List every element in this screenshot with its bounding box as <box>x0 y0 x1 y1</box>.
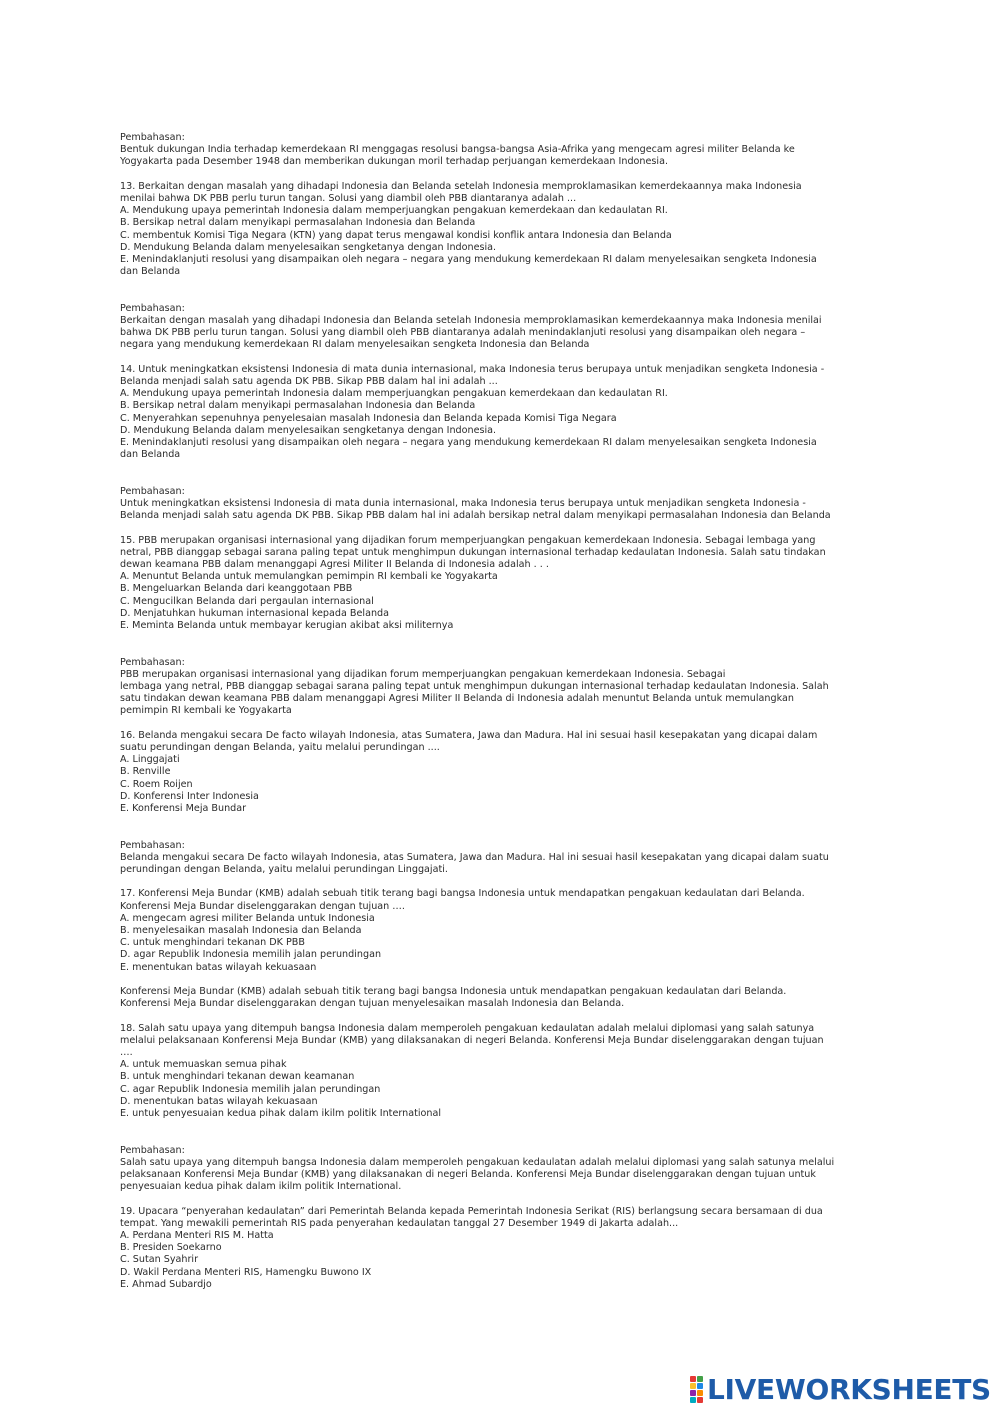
text-paragraph <box>120 1023 879 1121</box>
text-line: B. Presiden Soekarno <box>120 1242 222 1254</box>
logo-square <box>697 1376 703 1382</box>
text-paragraph <box>120 730 879 815</box>
text-line: Salah satu upaya yang ditempuh bangsa Indonesia dalam memperoleh pengakuan kedaulatan adalah melalui diplomasi yang salah satunya melalui <box>120 1156 835 1168</box>
text-paragraph <box>120 303 879 352</box>
text-line: Pembahasan: <box>120 132 185 143</box>
text-paragraph <box>120 1145 879 1194</box>
text-line: D. Menjatuhkan hukuman internasional kepada Belanda <box>120 607 389 619</box>
text-line: 14. Untuk meningkatkan eksistensi Indonesia di mata dunia internasional, maka Indonesia terus berupaya untuk menjadikan sengketa Indonesia - <box>120 363 825 375</box>
text-line: lembaga yang netral, PBB dianggap sebagai sarana paling tepat untuk menghimpun dukungan internasional terhadap kedaulatan Indonesia. Salah <box>120 681 829 693</box>
spacer <box>120 1120 879 1144</box>
text-line: Konferensi Meja Bundar diselenggarakan dengan tujuan menyelesaikan masalah Indonesia dan Belanda. <box>120 998 625 1010</box>
text-line: D. agar Republik Indonesia memilih jalan perundingan <box>120 949 382 961</box>
text-line: perundingan dengan Belanda, yaitu melalui perundingan Linggajati. <box>120 864 448 876</box>
logo-square <box>697 1397 703 1403</box>
liveworksheets-logo-icon <box>690 1376 703 1403</box>
text-line: 17. Konferensi Meja Bundar (KMB) adalah sebuah titik terang bagi bangsa Indonesia untuk mendapatkan pengakuan kedaulatan dari Belanda. <box>120 888 805 900</box>
text-line: netral, PBB dianggap sebagai sarana paling tepat untuk menghimpun dukungan internasional terhadap kedaulatan Indonesia. Salah satu tindakan <box>120 546 826 558</box>
text-line: C. Sutan Syahrir <box>120 1254 199 1266</box>
text-line: penyesuaian kedua pihak dalam ikilm politik International. <box>120 1181 402 1193</box>
text-line: satu tindakan dewan keamana PBB dalam menanggapi Agresi Militer II Belanda di Indonesia adalah menuntut Belanda untuk memulangkan <box>120 693 794 705</box>
logo-square <box>690 1390 696 1396</box>
text-line: Belanda mengakui secara De facto wilayah Indonesia, atas Sumatera, Jawa dan Madura. Hal ini sesuai hasil kesepakatan yang dicapai dalam suatu <box>120 851 829 863</box>
text-line: D. Mendukung Belanda dalam menyelesaikan sengketanya dengan Indonesia. <box>120 241 497 253</box>
text-paragraph <box>120 486 879 523</box>
text-line: menilai bahwa DK PBB perlu turun tangan. Solusi yang diambil oleh PBB diantaranya adalah ... <box>120 193 577 204</box>
text-line: A. Mendukung upaya pemerintah Indonesia dalam memperjuangkan pengakuan kemerdekaan dan kedaulatan RI. <box>120 205 668 217</box>
text-line: C. agar Republik Indonesia memilih jalan perundingan <box>120 1083 381 1095</box>
text-line: B. Bersikap netral dalam menyikapi permasalahan Indonesia dan Belanda <box>120 217 476 229</box>
text-line: Pembahasan: <box>120 839 185 851</box>
text-line: …. <box>120 1047 133 1059</box>
text-line: Pembahasan: <box>120 485 185 497</box>
text-line: Berkaitan dengan masalah yang dihadapi Indonesia dan Belanda setelah Indonesia memproklamasikan kemerdekaannya maka Indonesia menilai <box>120 315 822 327</box>
text-line: B. Bersikap netral dalam menyikapi permasalahan Indonesia dan Belanda <box>120 400 476 412</box>
text-line: D. Wakil Perdana Menteri RIS, Hamengku Buwono IX <box>120 1266 372 1278</box>
logo-square <box>690 1383 696 1389</box>
text-line: dan Belanda <box>120 266 181 278</box>
text-line: 18. Salah satu upaya yang ditempuh bangsa Indonesia dalam memperoleh pengakuan kedaulatan adalah melalui diplomasi yang salah satunya <box>120 1022 815 1034</box>
text-line: E. Ahmad Subardjo <box>120 1278 212 1290</box>
liveworksheets-footer <box>690 1374 990 1404</box>
text-line: D. Konferensi Inter Indonesia <box>120 790 259 802</box>
text-line: A. Perdana Menteri RIS M. Hatta <box>120 1230 274 1242</box>
text-paragraph <box>120 364 879 462</box>
spacer <box>120 461 879 485</box>
worksheet-content <box>120 132 879 1291</box>
text-line: Konferensi Meja Bundar (KMB) adalah sebuah titik terang bagi bangsa Indonesia untuk mendapatkan pengakuan kedaulatan dari Belanda. <box>120 986 787 998</box>
text-line: PBB merupakan organisasi internasional yang dijadikan forum memperjuangkan pengakuan kemerdekaan Indonesia. Sebagai <box>120 668 726 680</box>
text-paragraph <box>120 181 879 279</box>
text-line: 19. Upacara “penyerahan kedaulatan” dari Pemerintah Belanda kepada Pemerintah Indonesia Serikat (RIS) berlangsung secara bersamaan di dua <box>120 1205 823 1217</box>
text-line: E. menentukan batas wilayah kekuasaan <box>120 961 317 973</box>
text-line: D. Mendukung Belanda dalam menyelesaikan sengketanya dengan Indonesia. <box>120 424 497 436</box>
text-line: A. untuk memuaskan semua pihak <box>120 1059 287 1071</box>
text-line: C. Menyerahkan sepenuhnya penyelesaian masalah Indonesia dan Belanda kepada Komisi Tiga Negara <box>120 412 617 424</box>
text-line: melalui pelaksanaan Konferensi Meja Bundar (KMB) yang dilaksanakan di negeri Belanda. Konferensi Meja Bundar diselenggarakan dengan tujuan <box>120 1034 824 1046</box>
text-paragraph <box>120 657 879 718</box>
text-line: Yogyakarta pada Desember 1948 dan memberikan dukungan moril terhadap perjuangan kemerdekaan Indonesia. <box>120 156 668 168</box>
text-line: Pembahasan: <box>120 656 185 668</box>
logo-square <box>697 1383 703 1389</box>
text-line: C. Mengucilkan Belanda dari pergaulan internasional <box>120 595 374 607</box>
text-line: dan Belanda <box>120 449 181 461</box>
logo-square <box>690 1397 696 1403</box>
spacer <box>120 352 879 364</box>
spacer <box>120 1193 879 1205</box>
text-line: B. untuk menghindari tekanan dewan keamanan <box>120 1071 355 1083</box>
text-line: Bentuk dukungan India terhadap kemerdekaan RI menggagas resolusi bangsa-bangsa Asia-Afrika yang mengecam agresi militer Belanda ke <box>120 144 795 156</box>
spacer <box>120 632 879 656</box>
text-line: A. Linggajati <box>120 754 180 766</box>
brand-name: LIVEWORKSHEETS <box>707 1372 991 1406</box>
text-line: E. Meminta Belanda untuk membayar kerugian akibat aksi militernya <box>120 620 454 632</box>
text-line: B. menyelesaikan masalah Indonesia dan Belanda <box>120 925 362 937</box>
spacer <box>120 718 879 730</box>
text-paragraph <box>120 132 879 169</box>
text-line: Pembahasan: <box>120 1144 185 1156</box>
text-line: negara yang mendukung kemerdekaan RI dalam menyelesaikan sengketa Indonesia dan Belanda <box>120 339 590 351</box>
text-line: A. Mendukung upaya pemerintah Indonesia dalam memperjuangkan pengakuan kemerdekaan dan kedaulatan RI. <box>120 388 668 400</box>
text-line: tempat. Yang mewakili pemerintah RIS pada penyerahan kedaulatan tanggal 27 Desember 1949 di Jakarta adalah... <box>120 1217 679 1229</box>
text-line: C. membentuk Komisi Tiga Negara (KTN) yang dapat terus mengawal kondisi konflik antara Indonesia dan Belanda <box>120 229 672 241</box>
text-line: A. Menuntut Belanda untuk memulangkan pemimpin RI kembali ke Yogyakarta <box>120 571 498 583</box>
text-line: bahwa DK PBB perlu turun tangan. Solusi yang diambil oleh PBB diantaranya adalah menindaklanjuti resolusi yang disampaikan oleh negara – <box>120 327 806 339</box>
text-line: Pembahasan: <box>120 302 185 314</box>
text-line: suatu perundingan dengan Belanda, yaitu melalui perundingan .... <box>120 742 440 754</box>
text-line: B. Mengeluarkan Belanda dari keanggotaan PBB <box>120 583 353 595</box>
text-line: B. Renville <box>120 766 171 778</box>
spacer <box>120 522 879 534</box>
logo-square <box>697 1390 703 1396</box>
text-line: A. mengecam agresi militer Belanda untuk Indonesia <box>120 912 375 924</box>
text-line: E. untuk penyesuaian kedua pihak dalam ikilm politik International <box>120 1108 441 1120</box>
text-line: D. menentukan batas wilayah kekuasaan <box>120 1095 318 1107</box>
text-paragraph <box>120 888 879 973</box>
text-paragraph <box>120 986 879 1010</box>
text-line: pelaksanaan Konferensi Meja Bundar (KMB) yang dilaksanakan di negeri Belanda. Konferensi Meja Bundar diselenggarakan dengan tujuan untuk <box>120 1169 816 1181</box>
spacer <box>120 169 879 181</box>
text-paragraph <box>120 840 879 877</box>
text-line: 13. Berkaitan dengan masalah yang dihadapi Indonesia dan Belanda setelah Indonesia memproklamasikan kemerdekaannya maka Indonesia <box>120 180 802 192</box>
text-line: pemimpin RI kembali ke Yogyakarta <box>120 705 292 717</box>
text-paragraph <box>120 535 879 633</box>
text-line: E. Menindaklanjuti resolusi yang disampaikan oleh negara – negara yang mendukung kemerdekaan RI dalam menyelesaikan sengketa Indonesia <box>120 254 817 266</box>
spacer <box>120 974 879 986</box>
text-line: 15. PBB merupakan organisasi internasional yang dijadikan forum memperjuangkan pengakuan kemerdekaan Indonesia. Sebagai lembaga yang <box>120 534 816 546</box>
text-line: Untuk meningkatkan eksistensi Indonesia di mata dunia internasional, maka Indonesia terus berupaya untuk menjadikan sengketa Indonesia - <box>120 498 806 510</box>
text-line: Konferensi Meja Bundar diselenggarakan dengan tujuan …. <box>120 900 405 912</box>
spacer <box>120 876 879 888</box>
text-line: E. Menindaklanjuti resolusi yang disampaikan oleh negara – negara yang mendukung kemerdekaan RI dalam menyelesaikan sengketa Indonesia <box>120 437 817 449</box>
text-line: 16. Belanda mengakui secara De facto wilayah Indonesia, atas Sumatera, Jawa dan Madura. Hal ini sesuai hasil kesepakatan yang dicapai dalam <box>120 729 818 741</box>
spacer <box>120 1010 879 1022</box>
spacer <box>120 815 879 839</box>
text-line: Belanda menjadi salah satu agenda DK PBB. Sikap PBB dalam hal ini adalah ... <box>120 376 498 388</box>
text-line: C. Roem Roijen <box>120 778 193 790</box>
spacer <box>120 278 879 302</box>
text-paragraph <box>120 1206 879 1291</box>
text-line: C. untuk menghindari tekanan DK PBB <box>120 937 305 949</box>
text-line: dewan keamana PBB dalam menanggapi Agresi Militer II Belanda di Indonesia adalah . . . <box>120 559 549 571</box>
text-line: Belanda menjadi salah satu agenda DK PBB. Sikap PBB dalam hal ini adalah bersikap netral dalam menyikapi permasalahan Indonesia dan Belanda <box>120 510 831 522</box>
text-line: E. Konferensi Meja Bundar <box>120 803 247 815</box>
logo-square <box>690 1376 696 1382</box>
